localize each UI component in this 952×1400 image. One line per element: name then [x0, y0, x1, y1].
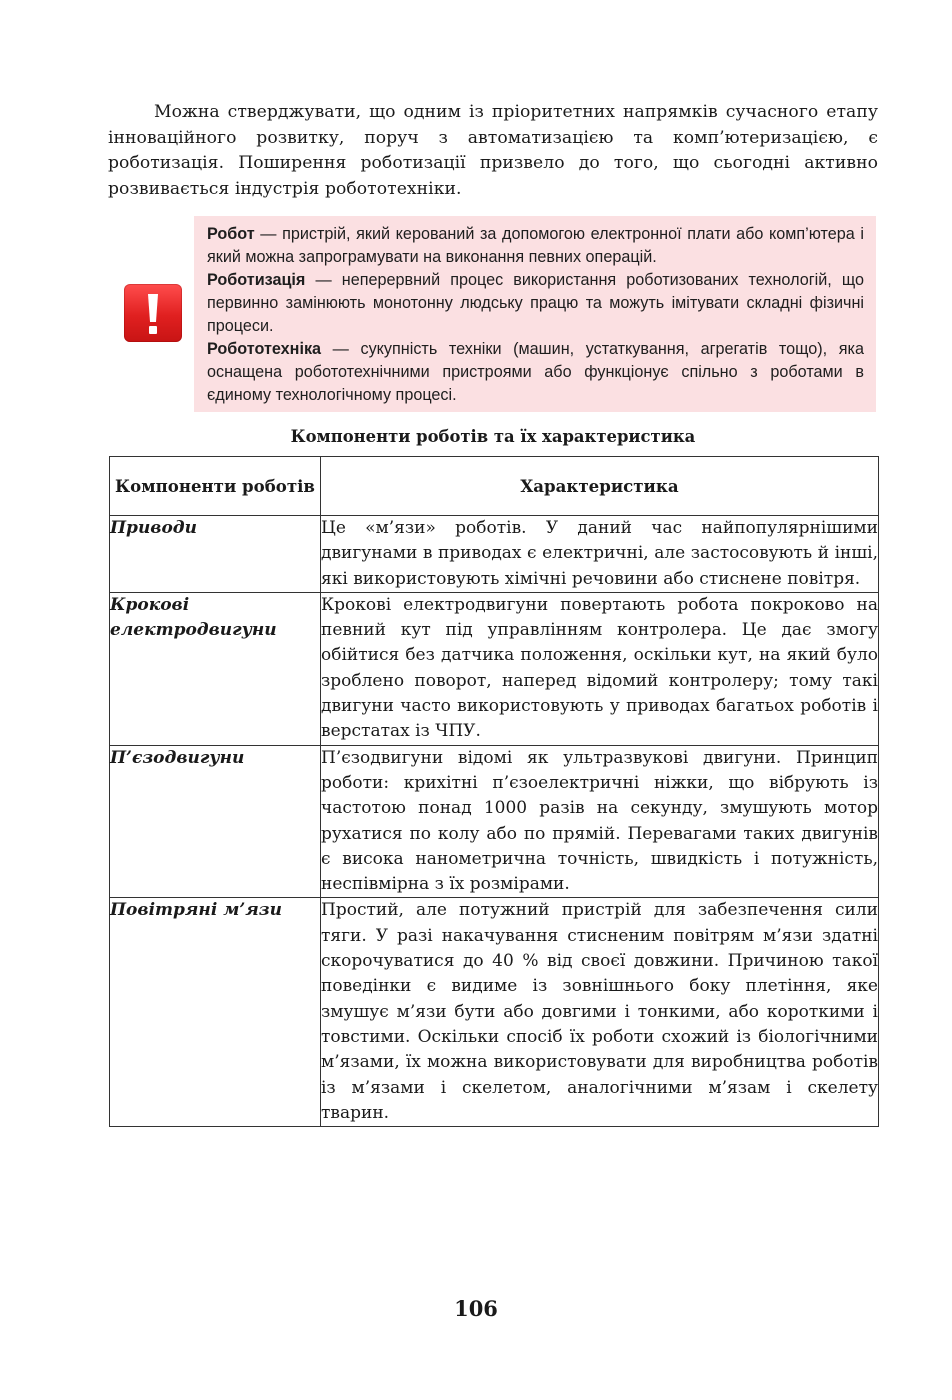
definition-text: — сукупність техніки (машин, устаткування, агрегатів тощо), яка оснащена робототехнічними пристроями або функціонує спільно з роботами в єдиному технологічному процесі. — [207, 340, 864, 404]
header-characteristic: Характеристика — [321, 457, 879, 516]
definition-text: — неперервний процес використання роботизованих технологій, що первинно замінюють монотонну людську працю та можуть імітувати складні фізичні процеси. — [207, 271, 864, 335]
components-table — [109, 456, 879, 1127]
page-number: 106 — [454, 1296, 498, 1321]
component-name: П’єзодвигуни — [110, 745, 321, 898]
header-components: Компоненти роботів — [110, 457, 321, 516]
exclamation-icon — [124, 284, 182, 342]
definition-term: Робототехніка — [207, 340, 322, 358]
definition-robotization — [207, 269, 864, 338]
table-header-row — [110, 457, 879, 516]
exclamation-glyph — [124, 284, 182, 342]
definition-text: — пристрій, який керований за допомогою електронної плати або комп’ютера і який можна запрограмувати на виконання певних операцій. — [207, 225, 864, 266]
intro-paragraph: Можна стверджувати, що одним із пріоритетних напрямків сучасного етапу інноваційного розвитку, поруч з автоматизацією та комп’ютеризацією, є роботизація. Поширення роботизації призвело до того, що сьогодні активно розвивається індустрія робототехніки. — [108, 102, 878, 199]
definition-robot — [207, 223, 864, 269]
component-description: П’єзодвигуни відомі як ультразвукові двигуни. Принцип роботи: крихітні п’єзоелектричні ніжки, що вібрують із частотою понад 1000 разів на секунду, змушують мотор рухатися по колу або по прямій. Перевагами таких двигунів є висока нанометрична точність, швидкість і потужність, неспівмірна з їх розмірами. — [321, 745, 879, 898]
table-row — [110, 592, 879, 745]
component-name: Крокові електродвигуни — [110, 592, 321, 745]
component-description: Крокові електродвигуни повертають робота покроково на певний кут під управлінням контролера. Це дає змогу обійтися без датчика положення, оскільки кут, на який було зроблено поворот, наперед відомий контролеру; тому такі двигуни часто використовують у приводах багатьох роботів і верстатах із ЧПУ. — [321, 592, 879, 745]
component-description: Простий, але потужний пристрій для забезпечення сили тяги. У разі накачування стисненим повітрям м’язи здатні скорочуватися до 40 % від своєї довжини. Причиною такої поведінки є видиме із зовнішнього боку плетіння, яке змушує м’язи бути або довгими і тонкими, або короткими і товстими. Оскільки спосіб їх роботи схожий із біологічними м’язами, їх можна використовувати для виробництва роботів із м’язами і скелетом, аналогічними м’язам і скелету тварин. — [321, 898, 879, 1127]
definition-term: Роботизація — [207, 271, 306, 289]
table-row — [110, 898, 879, 1127]
table-row — [110, 745, 879, 898]
definitions-box — [194, 216, 876, 412]
definition-robotics — [207, 338, 864, 407]
component-name: Повітряні м’язи — [110, 898, 321, 1127]
table-row — [110, 516, 879, 593]
component-name: Приводи — [110, 516, 321, 593]
table-caption: Компоненти роботів та їх характеристика — [290, 427, 696, 446]
definition-term: Робот — [207, 225, 255, 243]
component-description: Це «м’язи» роботів. У даний час найпопулярнішими двигунами в приводах є електричні, але застосовують й інші, які використовують хімічні речовини або стиснене повітря. — [321, 516, 879, 593]
